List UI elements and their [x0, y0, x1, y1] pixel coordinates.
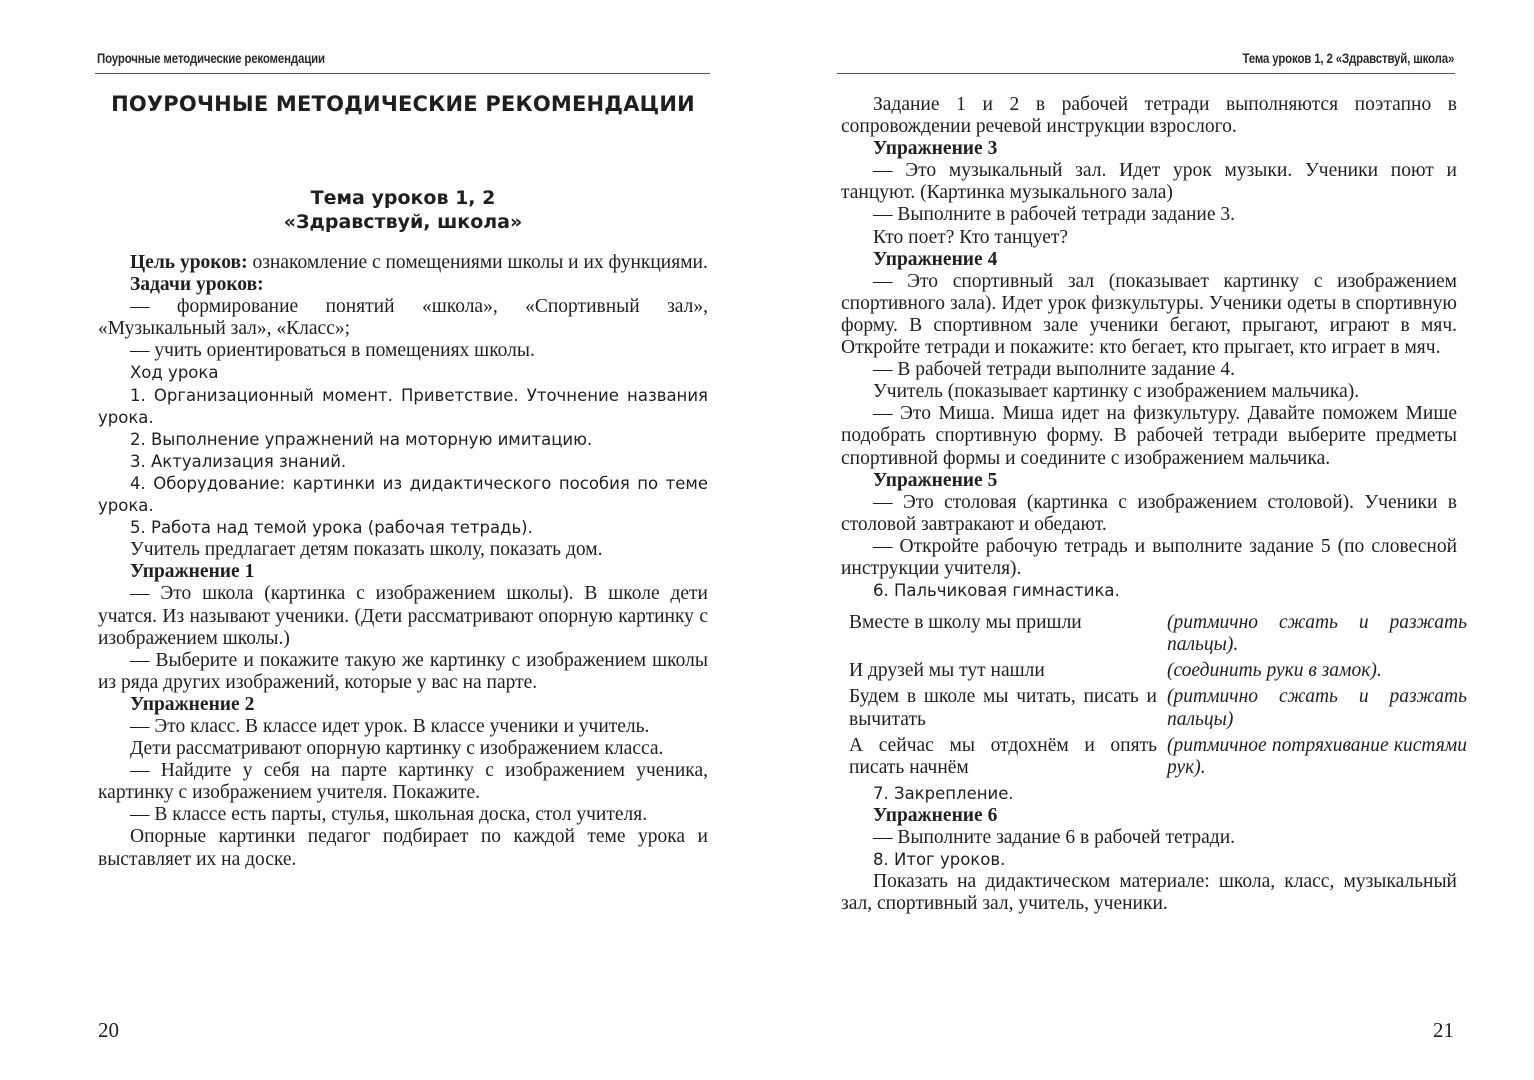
poem-verse: Вместе в школу мы пришли — [849, 612, 1082, 634]
poem-action: (ритмично сжать и разжать пальцы) — [1167, 686, 1467, 730]
paragraph: Учитель (показывает картинку с изображением мальчика). — [873, 381, 1360, 403]
poem-action: (соединить руки в замок). — [1167, 660, 1382, 682]
paragraph: Опорные картинки педагог подбирает по каждой теме урока и выставляет их на доске. — [98, 826, 708, 870]
goal-paragraph — [98, 252, 708, 274]
task-item: — формирование понятий «школа», «Спортивный зал», «Музыкальный зал», «Класс»; — [98, 296, 708, 340]
step-item: 5. Работа над темой урока (рабочая тетрадь). — [130, 518, 533, 538]
exercise-label: Упражнение 5 — [873, 469, 998, 491]
paragraph: — Выберите и покажите такую же картинку с изображением школы из ряда других изображений, которые у вас на парте. — [98, 649, 708, 693]
step-item: 8. Итог уроков. — [873, 850, 1006, 870]
header-rule — [95, 73, 710, 74]
exercise-label: Упражнение 1 — [130, 561, 255, 583]
topic-title — [98, 186, 708, 234]
paragraph: — Найдите у себя на парте картинку с изображением ученика, картинку с изображением учителя. Покажите. — [98, 760, 708, 804]
topic-title-line1: Тема уроков 1, 2 — [310, 187, 496, 209]
paragraph: — Выполните задание 6 в рабочей тетради. — [873, 827, 1236, 848]
summary-paragraph: Показать на дидактическом материале: школа, класс, музыкальный зал, спортивный зал, учитель, ученики. — [841, 871, 1457, 915]
step-item: 4. Оборудование: картинки из дидактического пособия по теме урока. — [98, 473, 708, 516]
paragraph: — Это класс. В классе идет урок. В классе ученики и учитель. — [130, 715, 650, 737]
tasks-label: Задачи уроков: — [130, 274, 264, 296]
paragraph: — Это спортивный зал (показывает картинку с изображением спортивного зала). Идет урок физкультуры. Ученики одеты в спортивную форму. В спортивном зале ученики бегают, прыгают, играют в мяч. Откройте тетради и покажите: кто бегает, кто прыгает, кто играет в мяч. — [841, 270, 1457, 359]
running-head-right: Тема уроков 1, 2 «Здравствуй, школа» — [1242, 50, 1454, 66]
task-item: — учить ориентироваться в помещениях школы. — [130, 340, 535, 362]
finger-gymnastics-poem — [849, 612, 1467, 779]
running-head-left: Поурочные методические рекомендации — [97, 50, 325, 66]
page-number-right: 21 — [1433, 1018, 1454, 1042]
step-item: 1. Организационный момент. Приветствие. Уточнение названия урока. — [98, 385, 708, 427]
poem-verse: И друзей мы тут нашли — [849, 660, 1045, 682]
paragraph: Дети рассматривают опорную картинку с изображением класса. — [130, 738, 664, 760]
exercise-label: Упражнение 3 — [873, 138, 998, 160]
left-column — [98, 252, 708, 871]
lesson-course-label: Ход урока — [130, 363, 219, 383]
paragraph: — Это столовая (картинка с изображением столовой). Ученики в столовой завтракают и обедают. — [841, 491, 1457, 535]
paragraph: — Это школа (картинка с изображением школы). В школе дети учатся. Из называют ученики. (Дети рассматривают опорную картинку с изображением школы.) — [98, 583, 708, 649]
header-rule — [837, 73, 1455, 74]
poem-action: (ритмично сжать и разжать пальцы). — [1167, 612, 1467, 656]
exercise-label: Упражнение 4 — [873, 248, 998, 270]
section-title: ПОУРОЧНЫЕ МЕТОДИЧЕСКИЕ РЕКОМЕНДАЦИИ — [111, 92, 695, 116]
paragraph: — Это музыкальный зал. Идет урок музыки. Ученики поют и танцуют. (Картинка музыкального зала) — [841, 160, 1457, 204]
paragraph: — Это Миша. Миша идет на физкультуру. Давайте поможем Мише подобрать спортивную форму. В рабочей тетради выберите предметы спортивной формы и соедините с изображением мальчика. — [841, 403, 1457, 469]
right-page — [767, 0, 1534, 1080]
right-column — [841, 94, 1467, 915]
topic-title-line2: «Здравствуй, школа» — [283, 211, 523, 233]
paragraph: — Выполните в рабочей тетради задание 3. — [873, 204, 1236, 226]
goal-text: ознакомление с помещениями школы и их функциями. — [247, 252, 708, 273]
paragraph: Задание 1 и 2 в рабочей тетради выполняются поэтапно в сопровождении речевой инструкции взрослого. — [841, 94, 1457, 138]
page-number-left: 20 — [98, 1018, 119, 1042]
intro-paragraph: Учитель предлагает детям показать школу, показать дом. — [130, 539, 603, 561]
step-item: 2. Выполнение упражнений на моторную имитацию. — [130, 429, 593, 449]
paragraph: Кто поет? Кто танцует? — [873, 226, 1069, 248]
paragraph: — В классе есть парты, стулья, школьная доска, стол учителя. — [130, 804, 648, 826]
step-item: 3. Актуализация знаний. — [130, 451, 347, 471]
step-item: 6. Пальчиковая гимнастика. — [873, 581, 1120, 601]
paragraph: — Откройте рабочую тетрадь и выполните задание 5 (по словесной инструкции учителя). — [841, 535, 1457, 579]
poem-action: (ритмичное потряхивание кистями рук). — [1167, 734, 1467, 778]
exercise-label: Упражнение 2 — [130, 693, 255, 715]
poem-verse: Будем в школе мы читать, писать и вычитать — [849, 686, 1157, 730]
step-item: 7. Закрепление. — [873, 783, 1014, 803]
paragraph: — В рабочей тетради выполните задание 4. — [873, 359, 1236, 381]
exercise-label: Упражнение 6 — [873, 804, 998, 826]
poem-verse: А сейчас мы отдохнём и опять писать начнём — [849, 734, 1157, 778]
goal-label: Цель уроков: — [130, 252, 248, 273]
